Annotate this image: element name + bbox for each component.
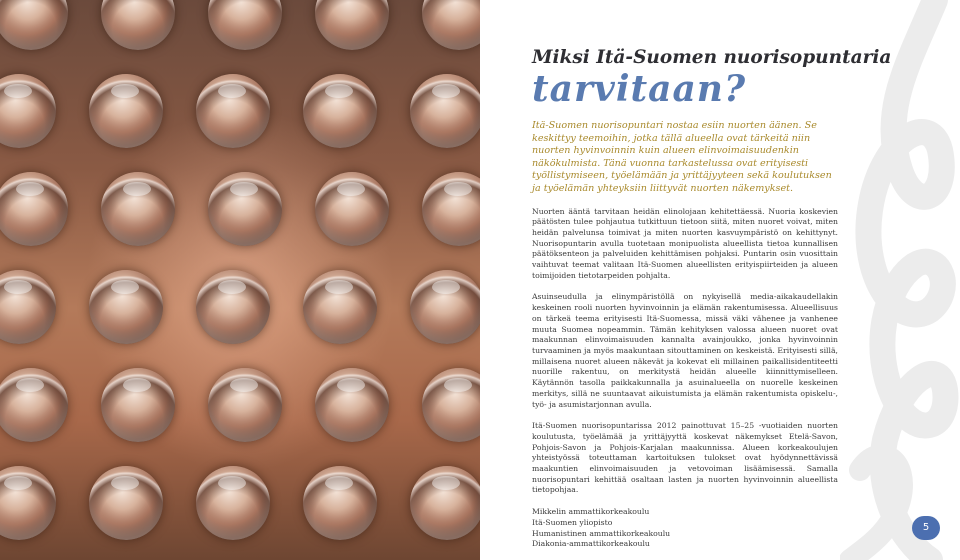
droplet xyxy=(303,270,377,344)
article-column xyxy=(532,46,892,550)
signatory: Diakonia-ammattikorkeakoulu xyxy=(532,539,650,549)
droplet xyxy=(315,368,389,442)
droplet xyxy=(89,74,163,148)
droplet xyxy=(422,0,480,50)
droplet xyxy=(410,270,480,344)
heading-line-1: Miksi Itä-Suomen nuorisopuntaria xyxy=(532,47,892,68)
droplet xyxy=(303,74,377,148)
droplet xyxy=(0,270,56,344)
heading-line-2: tarvitaan? xyxy=(532,68,747,110)
droplet xyxy=(0,0,68,50)
droplet xyxy=(89,270,163,344)
droplet xyxy=(0,172,68,246)
page-number-badge: 5 xyxy=(912,516,940,540)
body-paragraph-2: Asuinseudulla ja elinympäristöllä on nykyisellä media-aikakaudellakin keskeinen rooli nuorten hyvinvoinnin ja elämän rakentumisessa. Alueellisuus on tärkeä teema erityisesti Itä-Suomessa, missä väki vähenee ja vanhenee muuta Suomea nopeammin. Tämän kehityksen valossa alueen nuoret ovat maakunnan elinvoimaisuuden kannalta avainjoukko, jonka hyvinvoinnin turvaaminen ja myös maakuntaan sitouttaminen on keskeistä. Erityisesti sillä, millaisena nuoret alueen näkevät ja kokevat eli millainen paikallisidentiteetti nuorille rakentuu, on merkitystä heidän alueelle kiinnittymiselleen. Käytännön tasolla paikkakunnalla ja asuinalueella on nuorelle keskeinen merkitys, sillä ne suuntaavat aikuistumista ja elämän rakentumista opiskelu-, työ- ja asumistarjonnan avulla. xyxy=(532,292,838,409)
droplet xyxy=(101,172,175,246)
droplet xyxy=(208,368,282,442)
droplet xyxy=(422,368,480,442)
signatories xyxy=(532,507,842,550)
droplet xyxy=(89,466,163,540)
droplet xyxy=(315,172,389,246)
droplet xyxy=(0,466,56,540)
decorative-script-lettering xyxy=(840,0,960,560)
droplet xyxy=(422,172,480,246)
body-paragraph-3: Itä-Suomen nuorisopuntarissa 2012 painottuvat 15–25 -vuotiaiden nuorten koulutusta, työelämää ja yrittäjyyttä koskevat näkemykset Etelä-Savon, Pohjois-Savon ja Pohjois-Karjalan maakunnissa. Alueen korkeakoulujen yhteistyössä toteuttaman kartoituksen tulokset ovat hyödynnettävissä maakuntien elinvoimaisuuden ja vetovoiman lisäämisessä. Samalla nuorisopuntari kehittää osaltaan lasten ja nuorten hyvinvoinnin alueellista tietopohjaa. xyxy=(532,421,838,495)
droplet xyxy=(0,368,68,442)
signatory: Humanistinen ammattikorkeakoulu xyxy=(532,528,671,538)
droplet xyxy=(196,466,270,540)
droplet xyxy=(196,74,270,148)
droplet xyxy=(410,74,480,148)
intro-paragraph: Itä-Suomen nuorisopuntari nostaa esiin nuorten äänen. Se keskittyy teemoihin, jotka tällä alueella ovat tärkeitä niin nuorten hyvinvoinnin kuin alueen elinvoimaisuudenkin näkökulmista. Tänä vuonna tarkastelussa ovat erityisesti työllistymiseen, työelämään ja yrittäjyyteen sekä koulutuksen ja työelämän yhteyksiin liittyvät nuorten näkemykset. xyxy=(532,120,832,194)
droplet xyxy=(208,172,282,246)
signatory: Mikkelin ammattikorkeakoulu xyxy=(532,507,650,517)
droplet xyxy=(101,368,175,442)
droplet xyxy=(196,270,270,344)
droplet xyxy=(208,0,282,50)
droplet xyxy=(0,74,56,148)
droplet xyxy=(410,466,480,540)
droplet xyxy=(303,466,377,540)
droplet xyxy=(101,0,175,50)
signatory: Itä-Suomen yliopisto xyxy=(532,517,613,527)
body-paragraph-1: Nuorten ääntä tarvitaan heidän elinoloja​an kehitettäessä. Nuoria koskevien päätösten tulee pohjautua tutkittuun tietoon siitä, miten nuoret voivat, miten heidän palvelunsa toimivat ja miten nuorten kasvuympäristö on kehittynyt. Nuorisopuntarin avulla tuotetaan monipuolista alueellista tietoa kunnallisen päätöksenteon ja palveluiden kehittämisen pohjaksi. Puntarin osin vuosittain vaihtuvat teemat valitaan Itä-Suomen alueellisten erityispiirteiden ja alueen toimijoiden tietotarpeiden pohjalta. xyxy=(532,206,838,280)
droplet xyxy=(315,0,389,50)
